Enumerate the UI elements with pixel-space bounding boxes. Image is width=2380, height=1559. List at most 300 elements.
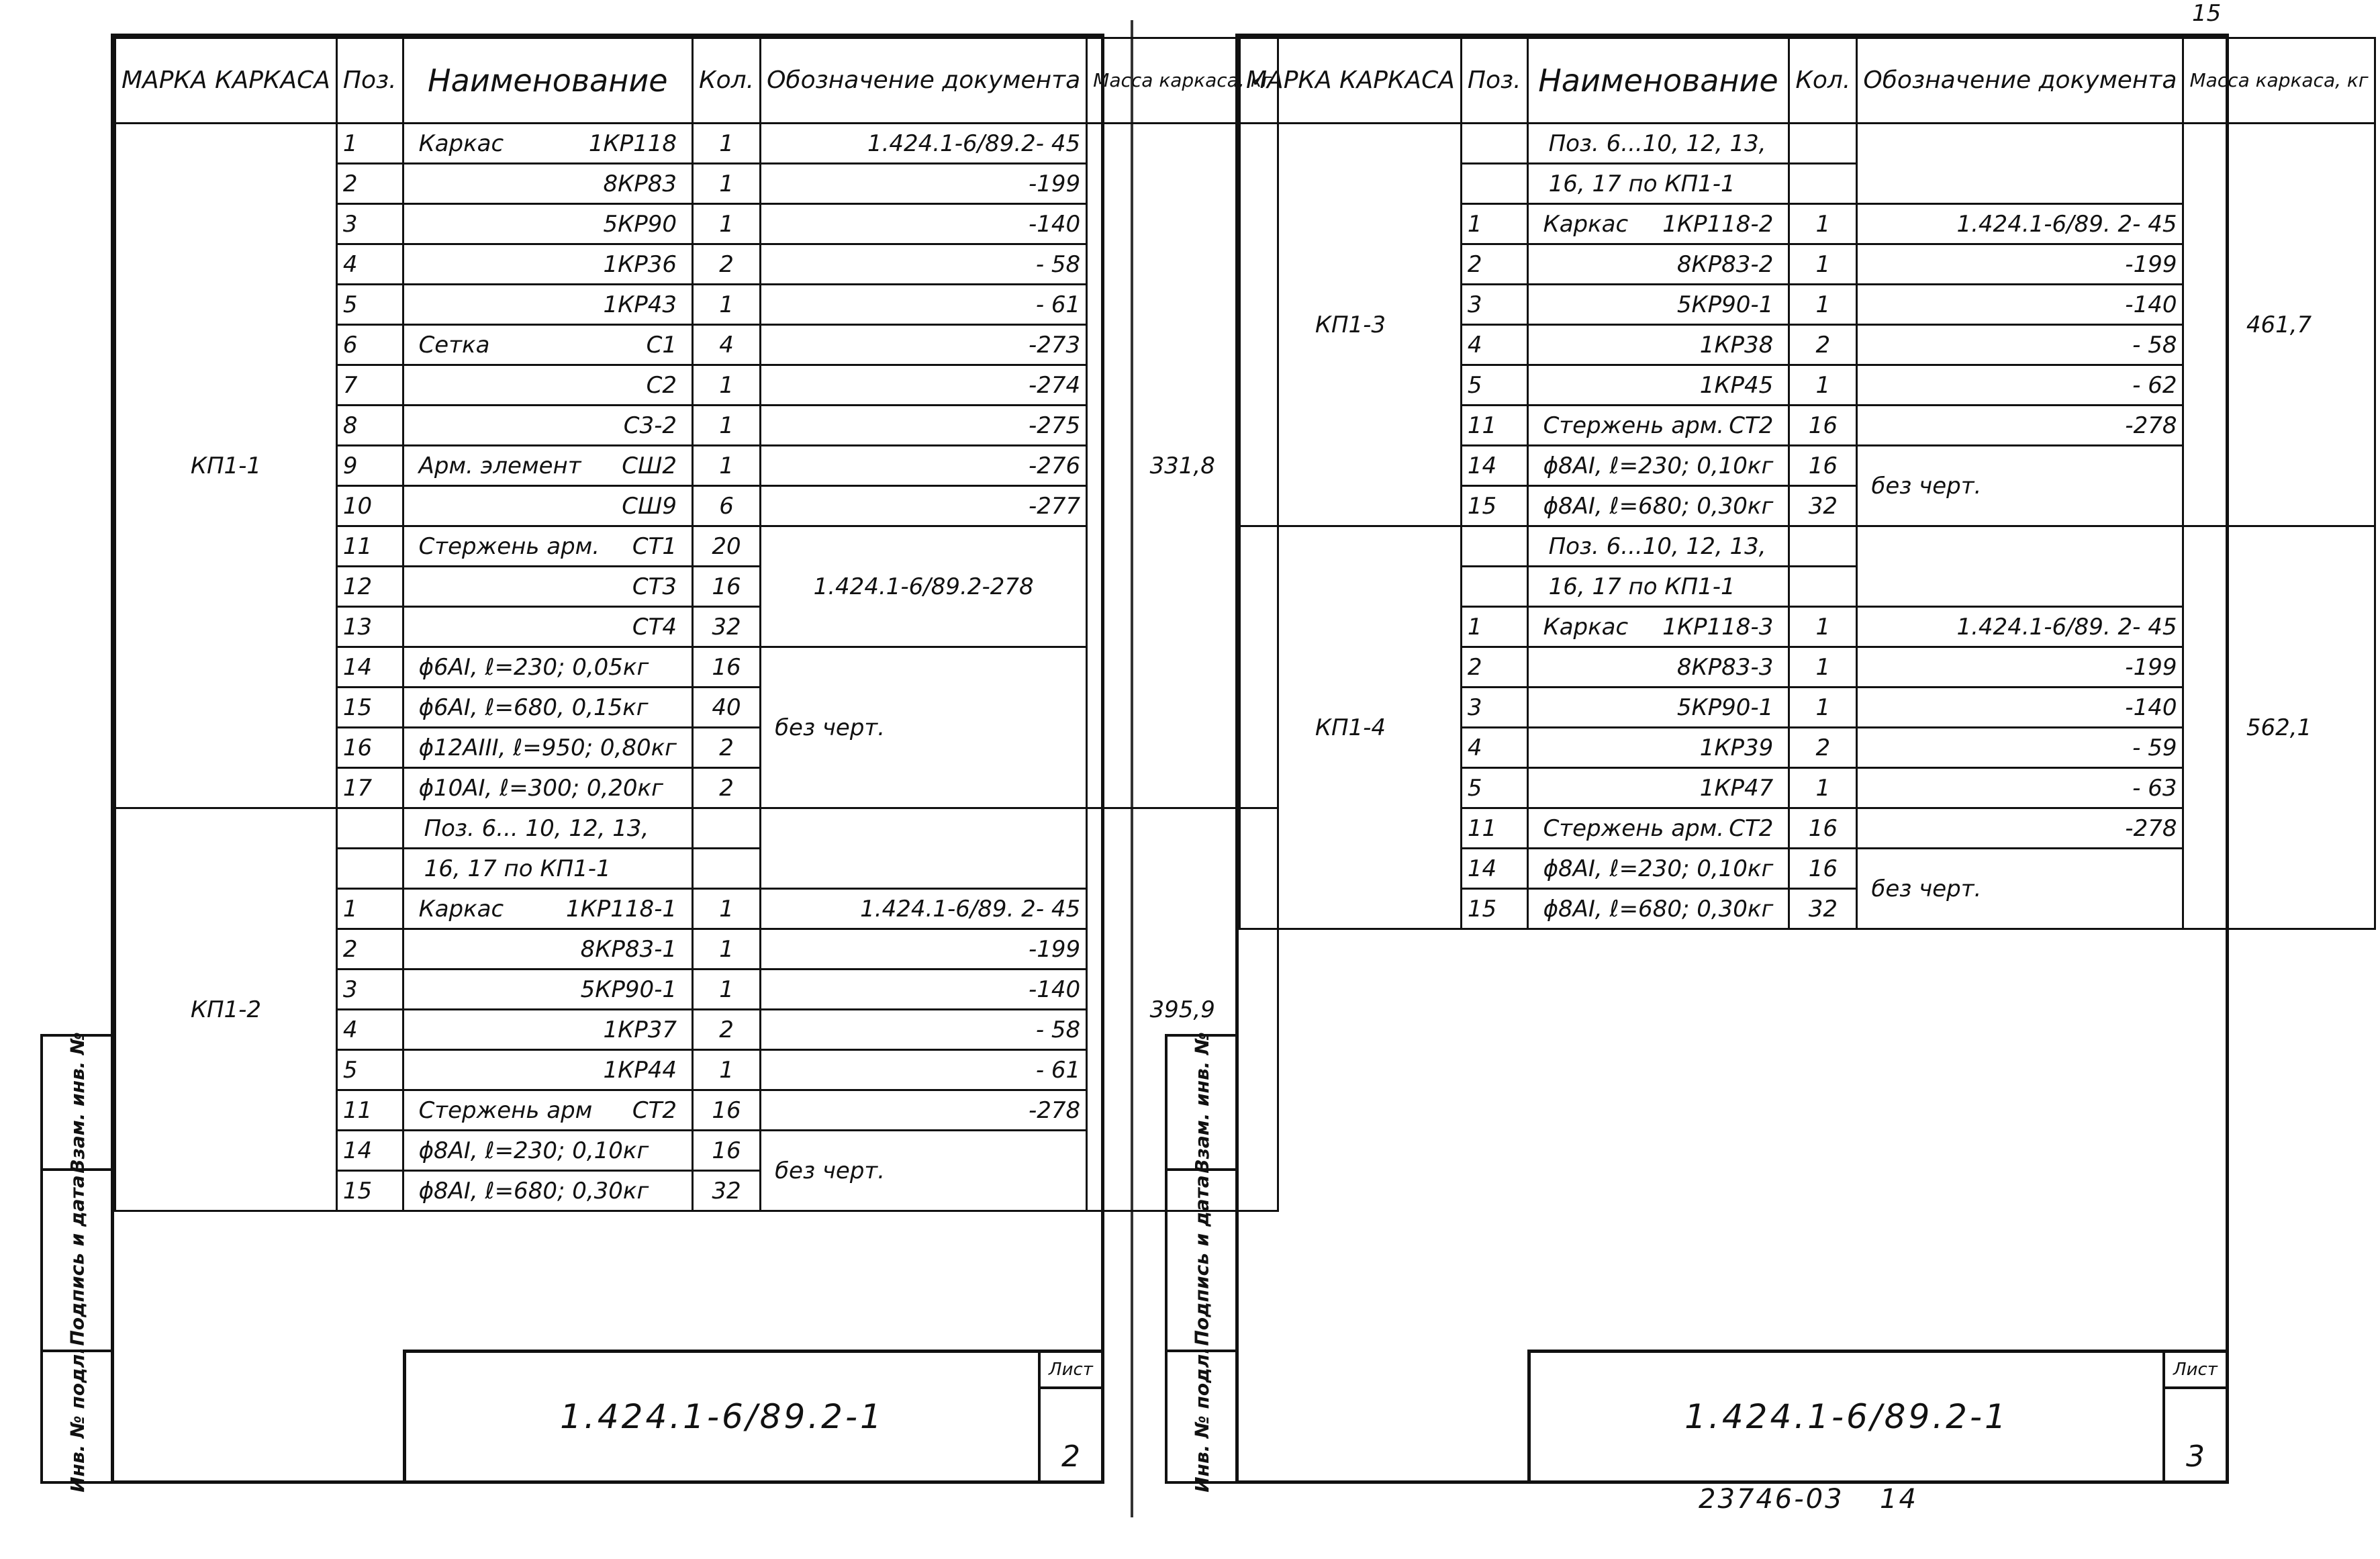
- pos-cell: 1: [1461, 204, 1527, 244]
- qty-cell: 2: [1789, 728, 1857, 768]
- header-mark: МАРКА КАРКАСА: [115, 38, 337, 124]
- item-code: 1КР44: [603, 1056, 677, 1084]
- item-name: [410, 291, 419, 318]
- item-code: С2: [646, 371, 677, 399]
- pos-cell: 5: [1461, 365, 1527, 406]
- sheet-label: Лист: [1041, 1353, 1101, 1389]
- name-wrap: [410, 533, 686, 560]
- doc-cell: -199: [761, 164, 1087, 204]
- item-name: [410, 573, 419, 600]
- name-cell: [1527, 768, 1789, 808]
- name-cell: [403, 567, 692, 607]
- item-name: [410, 936, 419, 963]
- name-cell: [403, 1010, 692, 1050]
- name-cell: [403, 728, 692, 768]
- item-code: 5КР90-1: [1676, 694, 1774, 721]
- note-cell: 16, 17 по КП1-1: [1527, 567, 1789, 607]
- doc-span-cell: без черт.: [1857, 849, 2183, 929]
- header-mass: Масса каркаса, кг: [1087, 38, 1278, 124]
- table-header-row: [115, 38, 1278, 124]
- doc-cell: -274: [761, 365, 1087, 406]
- pos-cell: [336, 849, 403, 889]
- item-code: 8КР83-2: [1676, 250, 1774, 278]
- name-wrap: [410, 976, 686, 1003]
- name-wrap: [410, 493, 686, 520]
- name-wrap: [1534, 614, 1783, 641]
- name-cell: [403, 688, 692, 728]
- mark-cell: КП1-3: [1240, 124, 1462, 526]
- item-code: 1КР45: [1699, 371, 1774, 399]
- table-header-row: [1240, 38, 2375, 124]
- doc-cell: - 63: [1857, 768, 2183, 808]
- qty-cell: 2: [1789, 325, 1857, 365]
- qty-cell: 16: [693, 567, 761, 607]
- doc-span-cell: 1.424.1-6/89.2-278: [761, 526, 1087, 647]
- doc-cell: -276: [761, 446, 1087, 486]
- name-cell: [403, 768, 692, 808]
- item-name: ϕ8АI, ℓ=680; 0,30кг: [1543, 895, 1774, 923]
- item-code: СТ2: [1729, 412, 1774, 439]
- item-code: С3-2: [623, 412, 677, 439]
- doc-cell: - 59: [1857, 728, 2183, 768]
- podpis-label: Подпись и дата: [1190, 1174, 1213, 1346]
- item-name: [1534, 291, 1543, 318]
- spec-table-left: [114, 37, 1279, 1212]
- qty-cell: 16: [693, 1131, 761, 1171]
- item-code: СШ2: [622, 452, 677, 479]
- mark-cell: КП1-4: [1240, 526, 1462, 929]
- name-cell: [403, 486, 692, 526]
- pos-cell: 1: [1461, 607, 1527, 647]
- pos-cell: 6: [336, 325, 403, 365]
- item-code: СТ1: [632, 532, 677, 560]
- item-code: 1КР118-2: [1662, 210, 1774, 238]
- pos-cell: 10: [336, 486, 403, 526]
- item-name: Стержень арм.: [418, 532, 600, 560]
- pos-cell: 2: [1461, 244, 1527, 285]
- qty-cell: 1: [693, 204, 761, 244]
- item-code: С1: [646, 331, 677, 359]
- name-cell: [403, 406, 692, 446]
- qty-cell: 1: [693, 929, 761, 970]
- vzam-cell: [43, 1031, 111, 1174]
- doc-cell: -278: [1857, 406, 2183, 446]
- pos-cell: [1461, 567, 1527, 607]
- name-cell: [1527, 889, 1789, 929]
- qty-cell: 1: [693, 1050, 761, 1090]
- name-cell: [403, 1050, 692, 1090]
- doc-cell: -140: [761, 970, 1087, 1010]
- item-name: [410, 211, 419, 238]
- item-code: 1КР47: [1699, 774, 1774, 802]
- item-code: 1КР37: [603, 1016, 677, 1043]
- name-wrap: [410, 1178, 686, 1204]
- pos-cell: 15: [1461, 889, 1527, 929]
- name-cell: [1527, 688, 1789, 728]
- header-name: Наименование: [1527, 38, 1789, 124]
- note-row: [1240, 124, 2375, 164]
- sheet-right: [1235, 34, 2369, 1484]
- pos-cell: 4: [1461, 728, 1527, 768]
- pos-cell: 3: [1461, 285, 1527, 325]
- qty-cell: 16: [693, 647, 761, 688]
- side-strip-left: [40, 1031, 114, 1493]
- name-wrap: [1534, 855, 1783, 882]
- pos-cell: [1461, 124, 1527, 164]
- name-cell: [403, 647, 692, 688]
- qty-cell: 32: [1789, 486, 1857, 526]
- name-cell: [403, 285, 692, 325]
- item-name: Стержень арм.: [1543, 412, 1725, 439]
- qty-cell: 1: [1789, 688, 1857, 728]
- qty-cell: 1: [693, 889, 761, 929]
- item-name: ϕ12АIII, ℓ=950; 0,80кг: [418, 734, 677, 761]
- name-wrap: [1534, 412, 1783, 439]
- name-wrap: [410, 936, 686, 963]
- name-cell: [1527, 204, 1789, 244]
- item-name: [1534, 735, 1543, 761]
- header-qty: Кол.: [1789, 38, 1857, 124]
- name-wrap: [410, 372, 686, 399]
- name-cell: [1527, 285, 1789, 325]
- pos-cell: 12: [336, 567, 403, 607]
- item-code: 8КР83: [603, 170, 677, 197]
- name-wrap: [410, 211, 686, 238]
- name-cell: [1527, 849, 1789, 889]
- doc-cell: - 58: [761, 244, 1087, 285]
- mass-cell: 395,9: [1087, 808, 1278, 1211]
- name-wrap: [410, 251, 686, 278]
- qty-cell: [693, 808, 761, 849]
- mass-cell: 331,8: [1087, 124, 1278, 808]
- name-wrap: [410, 1097, 686, 1124]
- qty-cell: 40: [693, 688, 761, 728]
- item-name: [1534, 251, 1543, 278]
- item-code: СТ2: [1729, 814, 1774, 842]
- item-code: 5КР90: [603, 210, 677, 238]
- doc-span-cell: без черт.: [761, 1131, 1087, 1211]
- name-wrap: [1534, 493, 1783, 520]
- page-corner-number: 15: [2192, 0, 2222, 27]
- name-wrap: [410, 130, 686, 157]
- pos-cell: [1461, 526, 1527, 567]
- name-wrap: [1534, 291, 1783, 318]
- vzam-label: Взам. инв. №: [66, 1031, 89, 1174]
- pos-cell: 5: [336, 1050, 403, 1090]
- name-wrap: [410, 171, 686, 197]
- name-wrap: [1534, 694, 1783, 721]
- qty-cell: 16: [1789, 446, 1857, 486]
- qty-cell: 16: [1789, 849, 1857, 889]
- qty-cell: 16: [693, 1090, 761, 1131]
- doc-cell: - 61: [761, 285, 1087, 325]
- name-cell: [1527, 728, 1789, 768]
- pos-cell: 14: [1461, 446, 1527, 486]
- name-cell: [403, 1090, 692, 1131]
- qty-cell: 1: [1789, 204, 1857, 244]
- header-doc: Обозначение документа: [761, 38, 1087, 124]
- name-cell: [403, 244, 692, 285]
- name-cell: [1527, 406, 1789, 446]
- pos-cell: 15: [1461, 486, 1527, 526]
- qty-cell: 1: [1789, 768, 1857, 808]
- qty-cell: 1: [693, 365, 761, 406]
- name-cell: [403, 446, 692, 486]
- item-name: Каркас: [1543, 210, 1629, 238]
- inv-label: Инв. № подл.: [66, 1346, 89, 1493]
- item-code: 1КР118: [588, 130, 677, 157]
- name-cell: [1527, 325, 1789, 365]
- qty-cell: 1: [1789, 244, 1857, 285]
- doc-span-cell: без черт.: [761, 647, 1087, 808]
- item-name: [1534, 372, 1543, 399]
- qty-cell: 4: [693, 325, 761, 365]
- name-wrap: [410, 694, 686, 721]
- pos-cell: 14: [336, 647, 403, 688]
- item-name: ϕ8АI, ℓ=680; 0,30кг: [418, 1177, 649, 1204]
- podpis-label: Подпись и дата: [66, 1174, 89, 1346]
- pos-cell: 16: [336, 728, 403, 768]
- pos-cell: 2: [336, 164, 403, 204]
- item-code: 1КР43: [603, 291, 677, 318]
- sheet-label: Лист: [2165, 1353, 2226, 1389]
- title-stamp-right: [1527, 1350, 2229, 1484]
- note-row: [115, 808, 1278, 849]
- item-code: 5КР90-1: [580, 976, 677, 1003]
- item-name: [1534, 694, 1543, 721]
- item-name: Каркас: [418, 895, 504, 923]
- item-code: 1КР118-1: [565, 895, 677, 923]
- name-cell: [1527, 486, 1789, 526]
- item-name: ϕ6АI, ℓ=230; 0,05кг: [418, 653, 649, 681]
- qty-cell: 2: [693, 728, 761, 768]
- sheet-number: 2: [1061, 1439, 1080, 1474]
- name-cell: [403, 929, 692, 970]
- mark-cell: КП1-1: [115, 124, 337, 808]
- pos-cell: 1: [336, 889, 403, 929]
- name-cell: [403, 204, 692, 244]
- name-cell: [403, 124, 692, 164]
- name-cell: [1527, 647, 1789, 688]
- qty-cell: 1: [1789, 607, 1857, 647]
- doc-cell: - 58: [761, 1010, 1087, 1050]
- sheet-number: 3: [2186, 1439, 2205, 1474]
- doc-span-cell: без черт.: [1857, 446, 2183, 526]
- qty-cell: 32: [693, 607, 761, 647]
- name-wrap: [410, 1017, 686, 1043]
- name-wrap: [410, 896, 686, 923]
- name-wrap: [410, 453, 686, 479]
- pos-cell: 15: [336, 1171, 403, 1211]
- qty-cell: 1: [693, 970, 761, 1010]
- item-code: 8КР83-1: [580, 935, 677, 963]
- header-mark: МАРКА КАРКАСА: [1240, 38, 1462, 124]
- name-wrap: [410, 735, 686, 761]
- doc-cell: [1857, 124, 2183, 204]
- name-wrap: [1534, 251, 1783, 278]
- item-code: 1КР39: [1699, 734, 1774, 761]
- name-wrap: [410, 291, 686, 318]
- item-name: [1534, 654, 1543, 681]
- doc-cell: -199: [1857, 647, 2183, 688]
- item-code: 1КР118-3: [1662, 613, 1774, 641]
- qty-cell: 16: [1789, 406, 1857, 446]
- header-name: Наименование: [403, 38, 692, 124]
- qty-cell: 1: [693, 406, 761, 446]
- name-cell: [403, 325, 692, 365]
- pos-cell: 3: [1461, 688, 1527, 728]
- item-name: [1534, 775, 1543, 802]
- item-name: [410, 614, 419, 641]
- footer-archive-number: 23746-03: [1699, 1484, 1844, 1515]
- name-wrap: [1534, 775, 1783, 802]
- pos-cell: [336, 808, 403, 849]
- doc-cell: -140: [1857, 285, 2183, 325]
- item-code: СШ9: [622, 492, 677, 520]
- item-name: Стержень арм.: [1543, 814, 1725, 842]
- doc-cell: 1.424.1-6/89. 2- 45: [761, 889, 1087, 929]
- item-name: ϕ8АI, ℓ=230; 0,10кг: [418, 1137, 649, 1164]
- name-cell: [403, 365, 692, 406]
- inv-label: Инв. № подл.: [1190, 1346, 1213, 1493]
- qty-cell: 1: [693, 285, 761, 325]
- name-cell: [403, 1171, 692, 1211]
- pos-cell: 3: [336, 970, 403, 1010]
- doc-cell: [761, 808, 1087, 889]
- name-wrap: [410, 1057, 686, 1084]
- table-row: [115, 124, 1278, 164]
- item-code: 1КР38: [1699, 331, 1774, 359]
- item-code: СТ2: [632, 1096, 677, 1124]
- qty-cell: 32: [693, 1171, 761, 1211]
- header-qty: Кол.: [693, 38, 761, 124]
- pos-cell: 4: [336, 244, 403, 285]
- pos-cell: 14: [336, 1131, 403, 1171]
- title-stamp-left: [403, 1350, 1104, 1484]
- podpis-cell: [43, 1171, 111, 1352]
- doc-cell: -140: [1857, 688, 2183, 728]
- side-strip-right: [1165, 1031, 1239, 1493]
- pos-cell: 1: [336, 124, 403, 164]
- vzam-cell: [1168, 1031, 1236, 1174]
- qty-cell: 1: [693, 124, 761, 164]
- stamp-code: 1.424.1-6/89.2-1: [406, 1353, 1041, 1480]
- name-cell: [1527, 808, 1789, 849]
- name-cell: [1527, 365, 1789, 406]
- pos-cell: 2: [1461, 647, 1527, 688]
- item-code: 5КР90-1: [1676, 291, 1774, 318]
- footer-page-number: 14: [1880, 1484, 1918, 1515]
- vzam-label: Взам. инв. №: [1190, 1031, 1213, 1174]
- item-name: [410, 1057, 419, 1084]
- doc-cell: 1.424.1-6/89.2- 45: [761, 124, 1087, 164]
- pos-cell: 5: [1461, 768, 1527, 808]
- doc-cell: -275: [761, 406, 1087, 446]
- pos-cell: 3: [336, 204, 403, 244]
- name-cell: [1527, 446, 1789, 486]
- name-wrap: [1534, 332, 1783, 359]
- name-wrap: [410, 614, 686, 641]
- name-wrap: [410, 654, 686, 681]
- note-cell: 16, 17 по КП1-1: [403, 849, 692, 889]
- name-wrap: [410, 775, 686, 802]
- item-name: Арм. элемент: [418, 452, 581, 479]
- qty-cell: [693, 849, 761, 889]
- name-cell: [403, 607, 692, 647]
- qty-cell: 2: [693, 768, 761, 808]
- item-name: Каркас: [1543, 613, 1629, 641]
- qty-cell: 16: [1789, 808, 1857, 849]
- item-name: [410, 171, 419, 197]
- pos-cell: 11: [336, 526, 403, 567]
- name-wrap: [410, 1137, 686, 1164]
- doc-cell: - 61: [761, 1050, 1087, 1090]
- item-name: ϕ6АI, ℓ=680, 0,15кг: [418, 694, 649, 721]
- doc-cell: -277: [761, 486, 1087, 526]
- item-code: 1КР36: [603, 250, 677, 278]
- pos-cell: [1461, 164, 1527, 204]
- qty-cell: 1: [693, 446, 761, 486]
- item-name: ϕ8АI, ℓ=230; 0,10кг: [1543, 452, 1774, 479]
- name-wrap: [410, 412, 686, 439]
- pos-cell: 9: [336, 446, 403, 486]
- item-name: [410, 1017, 419, 1043]
- doc-cell: -199: [761, 929, 1087, 970]
- qty-cell: 20: [693, 526, 761, 567]
- item-name: [410, 412, 419, 439]
- name-wrap: [1534, 453, 1783, 479]
- item-name: Каркас: [418, 130, 504, 157]
- qty-cell: [1789, 526, 1857, 567]
- item-name: ϕ8АI, ℓ=680; 0,30кг: [1543, 492, 1774, 520]
- item-name: [1534, 332, 1543, 359]
- item-name: [410, 372, 419, 399]
- name-wrap: [1534, 735, 1783, 761]
- qty-cell: 1: [1789, 365, 1857, 406]
- item-code: СТ3: [632, 573, 677, 600]
- mass-cell: 562,1: [2183, 526, 2375, 929]
- doc-cell: 1.424.1-6/89. 2- 45: [1857, 607, 2183, 647]
- pos-cell: 11: [1461, 406, 1527, 446]
- pos-cell: 5: [336, 285, 403, 325]
- name-wrap: [1534, 211, 1783, 238]
- name-cell: [403, 970, 692, 1010]
- pos-cell: 15: [336, 688, 403, 728]
- qty-cell: 32: [1789, 889, 1857, 929]
- stamp-code: 1.424.1-6/89.2-1: [1531, 1353, 2165, 1480]
- item-name: [410, 251, 419, 278]
- name-wrap: [1534, 896, 1783, 923]
- doc-cell: -278: [1857, 808, 2183, 849]
- doc-cell: - 62: [1857, 365, 2183, 406]
- doc-cell: -278: [761, 1090, 1087, 1131]
- pos-cell: 13: [336, 607, 403, 647]
- pos-cell: 17: [336, 768, 403, 808]
- pos-cell: 11: [1461, 808, 1527, 849]
- doc-cell: - 58: [1857, 325, 2183, 365]
- pos-cell: 14: [1461, 849, 1527, 889]
- qty-cell: 1: [693, 164, 761, 204]
- item-name: ϕ8АI, ℓ=230; 0,10кг: [1543, 855, 1774, 882]
- name-wrap: [1534, 372, 1783, 399]
- doc-cell: -199: [1857, 244, 2183, 285]
- doc-cell: -273: [761, 325, 1087, 365]
- qty-cell: [1789, 124, 1857, 164]
- pos-cell: 2: [336, 929, 403, 970]
- mark-cell: КП1-2: [115, 808, 337, 1211]
- name-wrap: [1534, 654, 1783, 681]
- item-name: [410, 493, 419, 520]
